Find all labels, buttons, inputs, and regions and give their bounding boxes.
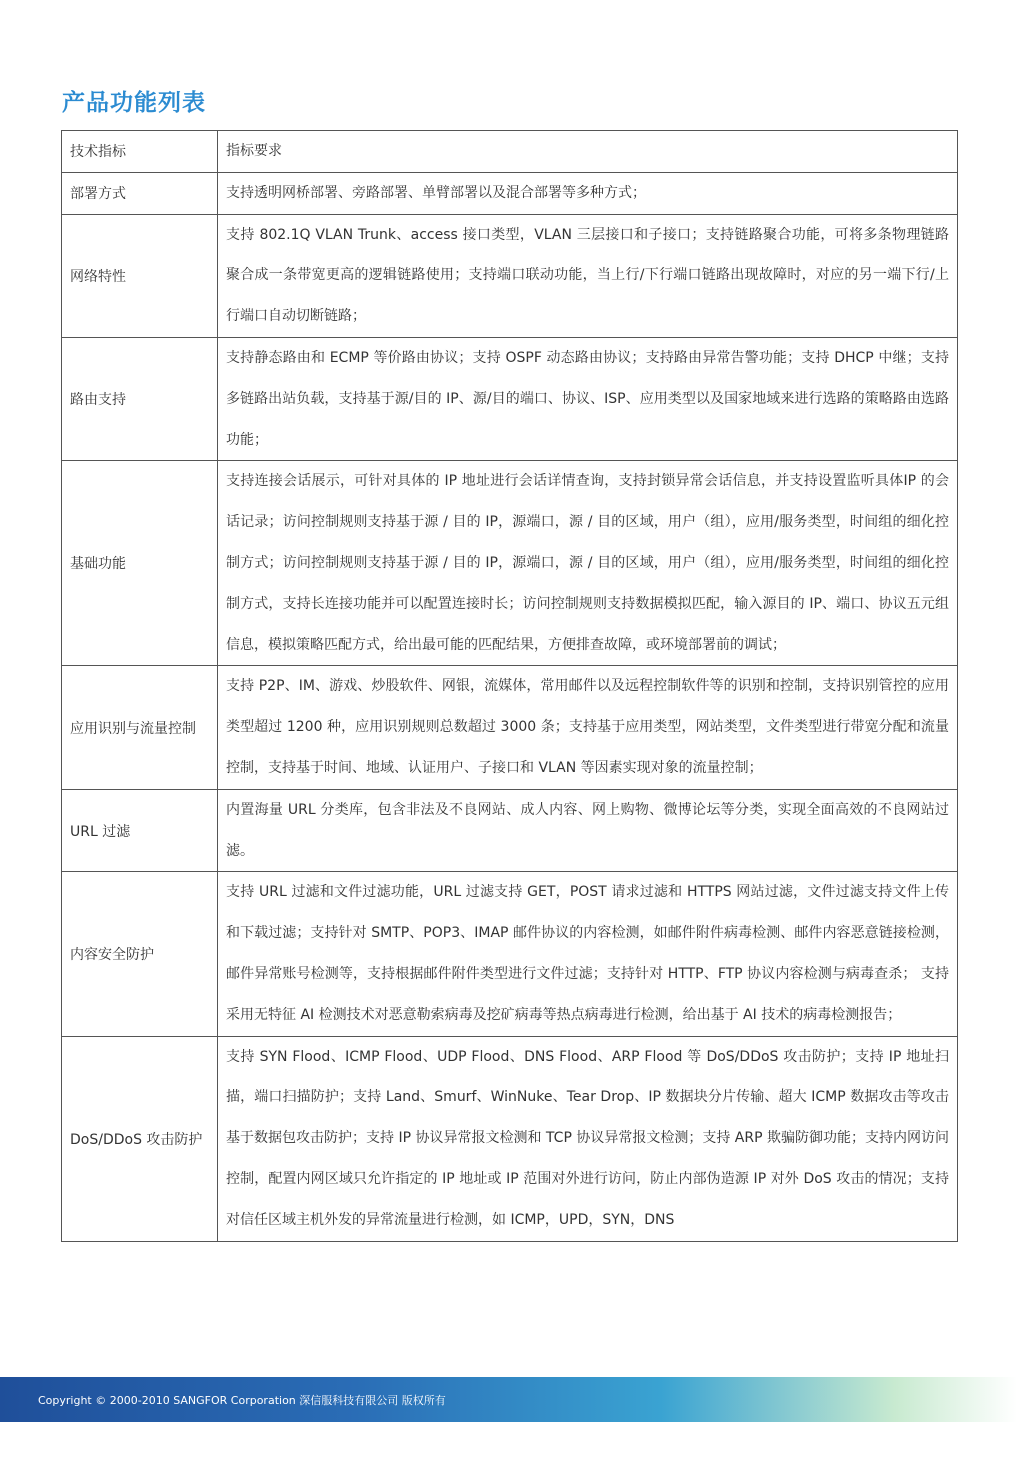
table-row — [62, 337, 958, 460]
row-name: DoS/DDoS 攻击防护 — [62, 1036, 218, 1241]
header-col-requirement: 指标要求 — [218, 131, 958, 173]
row-name: 应用识别与流量控制 — [62, 666, 218, 789]
table-row — [62, 461, 958, 666]
spec-table — [61, 130, 958, 1242]
row-name: URL 过滤 — [62, 789, 218, 872]
table-row — [62, 789, 958, 872]
row-requirement: 支持 URL 过滤和文件过滤功能，URL 过滤支持 GET，POST 请求过滤和 HTTPS 网站过滤，文件过滤支持文件上传和下载过滤；支持针对 SMTP、POP3、IMAP 邮件协议的内容检测，如邮件附件病毒检测、邮件内容恶意链接检测，邮件异常账号检测等，支持根据邮件附件类型进行文件过滤；支持针对 HTTP、FTP 协议内容检测与病毒查杀； 支持采用无特征 AI 检测技术对恶意勒索病毒及挖矿病毒等热点病毒进行检测，给出基于 AI 技术的病毒检测报告； — [218, 872, 958, 1036]
page-title: 产品功能列表 — [62, 90, 206, 116]
header-col-indicator: 技术指标 — [62, 131, 218, 173]
table-header-row — [62, 131, 958, 173]
table-row — [62, 172, 958, 214]
table-row — [62, 214, 958, 337]
row-requirement: 支持静态路由和 ECMP 等价路由协议；支持 OSPF 动态路由协议；支持路由异常告警功能；支持 DHCP 中继；支持多链路出站负载，支持基于源/目的 IP、源/目的端口、协议、ISP、应用类型以及国家地域来进行选路的策略路由选路功能； — [218, 337, 958, 460]
table-row — [62, 872, 958, 1036]
row-requirement: 支持透明网桥部署、旁路部署、单臂部署以及混合部署等多种方式； — [218, 172, 958, 214]
row-name: 网络特性 — [62, 214, 218, 337]
row-requirement: 内置海量 URL 分类库，包含非法及不良网站、成人内容、网上购物、微博论坛等分类，实现全面高效的不良网站过滤。 — [218, 789, 958, 872]
footer-copyright: Copyright © 2000-2010 SANGFOR Corporation 深信服科技有限公司 版权所有 — [38, 1394, 446, 1407]
row-name: 部署方式 — [62, 172, 218, 214]
row-requirement: 支持 SYN Flood、ICMP Flood、UDP Flood、DNS Flood、ARP Flood 等 DoS/DDoS 攻击防护；支持 IP 地址扫描，端口扫描防护；支持 Land、Smurf、WinNuke、Tear Drop、IP 数据块分片传输、超大 ICMP 数据攻击等攻击基于数据包攻击防护；支持 IP 协议异常报文检测和 TCP 协议异常报文检测；支持 ARP 欺骗防御功能；支持内网访问控制，配置内网区域只允许指定的 IP 地址或 IP 范围对外进行访问，防止内部伪造源 IP 对外 DoS 攻击的情况；支持对信任区域主机外发的异常流量进行检测，如 ICMP，UPD，SYN，DNS — [218, 1036, 958, 1241]
row-name: 路由支持 — [62, 337, 218, 460]
row-name: 内容安全防护 — [62, 872, 218, 1036]
table-row — [62, 666, 958, 789]
row-requirement: 支持 P2P、IM、游戏、炒股软件、网银，流媒体，常用邮件以及远程控制软件等的识别和控制，支持识别管控的应用类型超过 1200 种，应用识别规则总数超过 3000 条；支持基于应用类型，网站类型，文件类型进行带宽分配和流量控制，支持基于时间、地域、认证用户、子接口和 VLAN 等因素实现对象的流量控制； — [218, 666, 958, 789]
row-name: 基础功能 — [62, 461, 218, 666]
row-requirement: 支持 802.1Q VLAN Trunk、access 接口类型，VLAN 三层接口和子接口；支持链路聚合功能，可将多条物理链路聚合成一条带宽更高的逻辑链路使用；支持端口联动功能，当上行/下行端口链路出现故障时，对应的另一端下行/上行端口自动切断链路； — [218, 214, 958, 337]
table-row — [62, 1036, 958, 1241]
row-requirement: 支持连接会话展示，可针对具体的 IP 地址进行会话详情查询，支持封锁异常会话信息，并支持设置监听具体IP 的会话记录；访问控制规则支持基于源 / 目的 IP，源端口，源 / 目的区域，用户（组），应用/服务类型，时间组的细化控制方式；访问控制规则支持基于源 / 目的 IP，源端口，源 / 目的区域，用户（组），应用/服务类型，时间组的细化控制方式，支持长连接功能并可以配置连接时长；访问控制规则支持数据模拟匹配，输入源目的 IP、端口、协议五元组信息，模拟策略匹配方式，给出最可能的匹配结果，方便排查故障，或环境部署前的调试； — [218, 461, 958, 666]
